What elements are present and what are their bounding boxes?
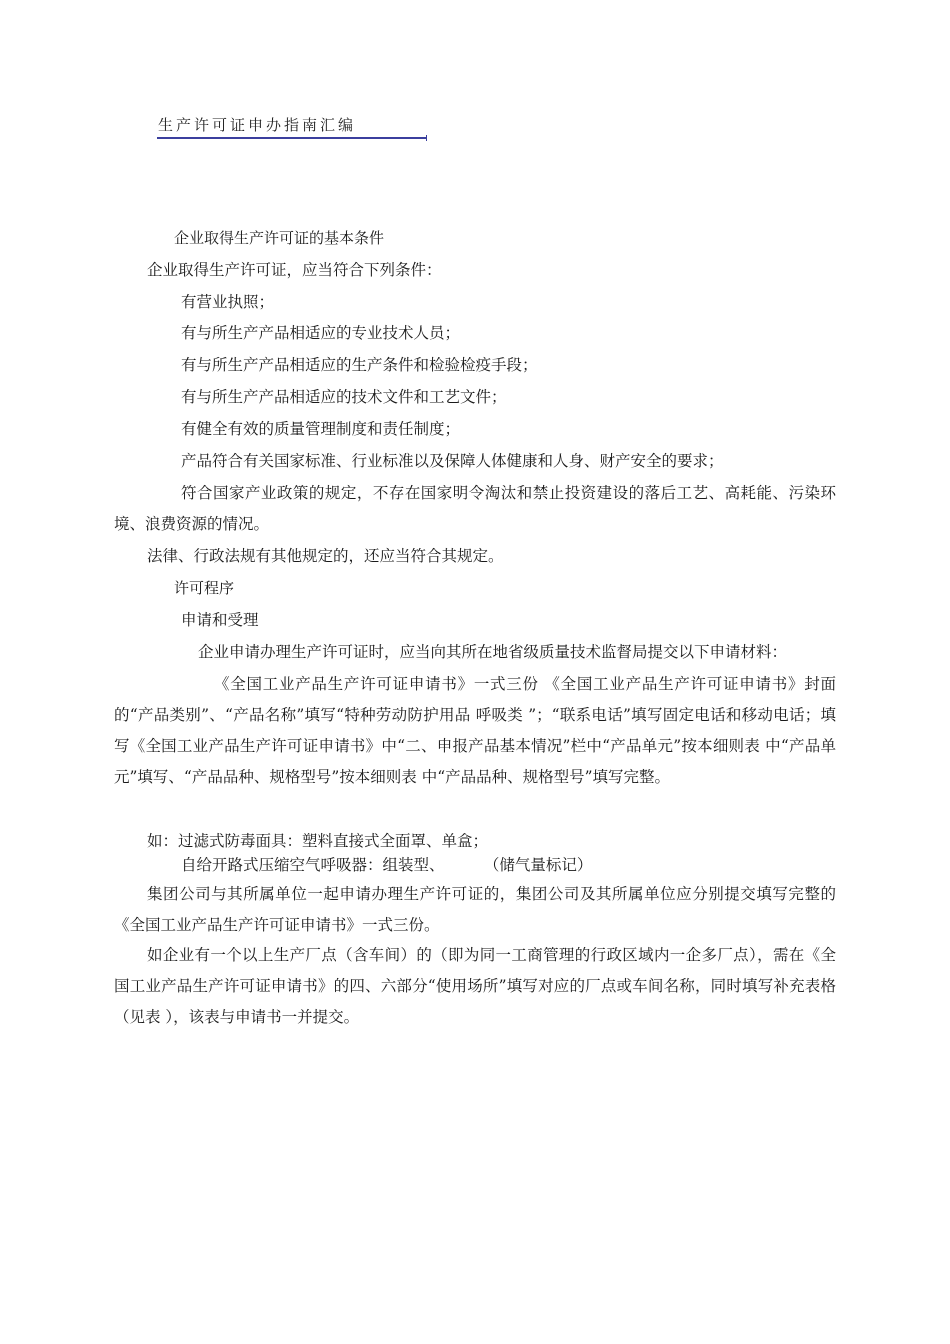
condition-item-2: 有与所生产产品相适应的专业技术人员；: [181, 324, 461, 342]
subheading-application: 申请和受理: [181, 611, 259, 629]
section-heading-procedure: 许可程序: [174, 579, 235, 597]
condition-item-3: 有与所生产产品相适应的生产条件和检验检疫手段；: [181, 356, 538, 374]
example-line-1: 如：过滤式防毒面具：塑料直接式全面罩、单盒；: [147, 832, 489, 850]
conditions-closing: 法律、行政法规有其他规定的，还应当符合其规定。: [147, 547, 504, 565]
example-line-2: 自给开路式压缩空气呼吸器：组装型、 （储气量标记）: [181, 856, 593, 874]
application-lead: 企业申请办理生产许可证时，应当向其所在地省级质量技术监督局提交以下申请材料：: [198, 643, 788, 661]
conditions-intro: 企业取得生产许可证，应当符合下列条件：: [147, 261, 442, 279]
header-underline: [157, 137, 427, 139]
condition-item-5: 有健全有效的质量管理制度和责任制度；: [181, 420, 461, 438]
condition-item-7: 符合国家产业政策的规定，不存在国家明令淘汰和禁止投资建设的落后工艺、高耗能、污染环境、浪费资源的情况。: [114, 484, 836, 533]
condition-item-1: 有营业执照；: [181, 293, 275, 311]
condition-item-6: 产品符合有关国家标准、行业标准以及保障人体健康和人身、财产安全的要求；: [181, 452, 724, 470]
header-underline-tick: [426, 135, 427, 141]
application-materials: 《全国工业产品生产许可证申请书》一式三份 《全国工业产品生产许可证申请书》封面的“产品类别”、“产品名称”填写“特种劳动防护用品 呼吸类 ”；“联系电话”填写固定电话和移动电话；填写《全国工业产品生产许可证申请书》中“二、申报产品基本情况”栏中“产品单元”按本细则表 中“产品单元”填写、“产品品种、规格型号”按本细则表 中“产品品种、规格型号”填写完整。: [114, 675, 836, 786]
condition-item-4: 有与所生产产品相适应的技术文件和工艺文件；: [181, 388, 507, 406]
page-header-title: 生产许可证申办指南汇编: [158, 116, 357, 134]
group-application: 集团公司与其所属单位一起申请办理生产许可证的，集团公司及其所属单位应分别提交填写完整的《全国工业产品生产许可证申请书》一式三份。: [114, 885, 836, 934]
multi-site-note: 如企业有一个以上生产厂点（含车间）的（即为同一工商管理的行政区域内一企多厂点），需在《全国工业产品生产许可证申请书》的四、六部分“使用场所”填写对应的厂点或车间名称，同时填写补充表格（见表 ），该表与申请书一并提交。: [114, 946, 836, 1026]
section-heading-conditions: 企业取得生产许可证的基本条件: [174, 229, 385, 247]
